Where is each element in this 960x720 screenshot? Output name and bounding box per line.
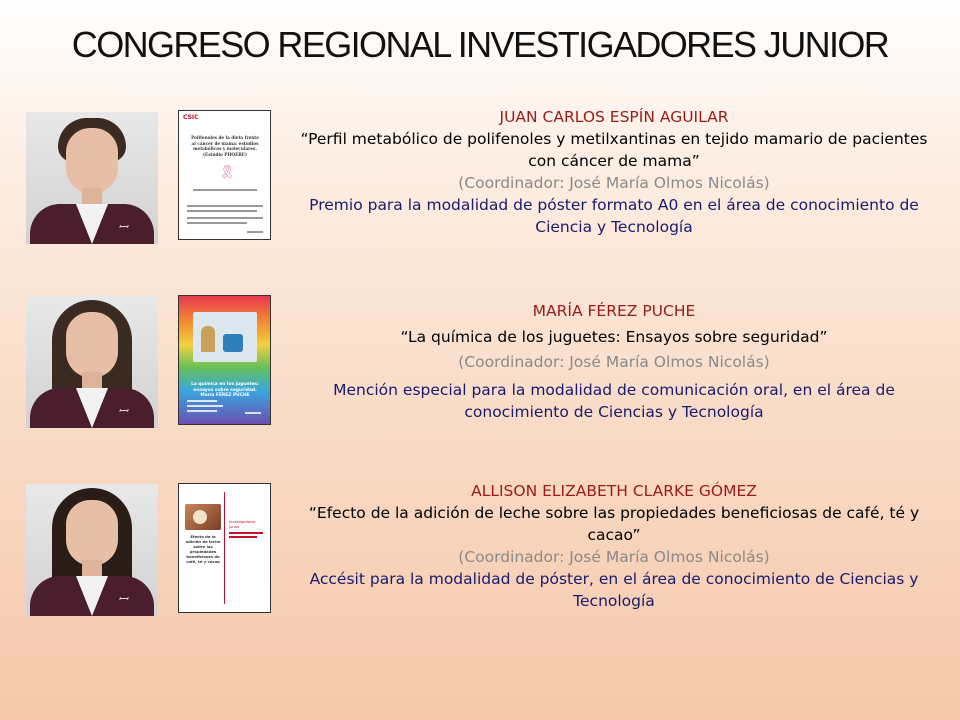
student-photo <box>26 112 158 244</box>
poster-thumbnail <box>178 483 271 613</box>
poster-thumbnail <box>178 110 271 240</box>
school-logo-icon: ꟷ <box>118 220 128 234</box>
school-logo-icon: ꟷ <box>118 404 128 418</box>
text-line <box>193 189 257 191</box>
face-shape <box>66 500 118 566</box>
csic-logo: CSIC <box>183 114 199 121</box>
page-title: CONGRESO REGIONAL INVESTIGADORES JUNIOR <box>71 24 889 65</box>
text-line <box>229 536 257 538</box>
student-photo <box>26 296 158 428</box>
work-title: “Efecto de la adición de leche sobre las propiedades beneficiosas de café, té y cacao” <box>308 504 920 544</box>
coordinator: (Coordinador: José María Olmos Nicolás) <box>458 548 770 566</box>
text-line <box>187 405 223 407</box>
entry-info <box>296 106 932 238</box>
award-text: Accésit para la modalidad de póster, en el área de conocimiento de Ciencias y Tecnología <box>309 570 919 610</box>
award-text: Mención especial para la modalidad de comunicación oral, en el área de conocimiento de Ciencias y Tecnología <box>333 381 895 421</box>
student-name: ALLISON ELIZABETH CLARKE GÓMEZ <box>471 482 757 500</box>
divider <box>224 492 225 604</box>
entry-info <box>296 480 932 612</box>
entry-info <box>296 300 932 423</box>
ribbon-icon: 🎗 <box>219 165 236 180</box>
award-text: Premio para la modalidad de póster formato A0 en el área de conocimiento de Ciencia y Tecnología <box>309 196 919 236</box>
text-line <box>245 412 261 414</box>
text-line <box>187 210 257 212</box>
toy-shape <box>201 326 215 352</box>
presentation-thumbnail <box>178 295 271 425</box>
student-name: MARÍA FÉREZ PUCHE <box>532 302 696 320</box>
presentation-title: La química en los juguetes: ensayos sobre seguridad. María FÉREZ PUCHE <box>191 382 259 398</box>
poster-title: Polifenoles de la dieta frente al cáncer de mama: estudios metabólicos y moleculares. (Estudio PHOEBE) <box>191 135 259 157</box>
text-line <box>187 400 217 402</box>
work-title: “Perfil metabólico de polifenoles y metilxantinas en tejido mamario de pacientes con cáncer de mama” <box>300 130 928 170</box>
student-photo <box>26 484 158 616</box>
text-line <box>187 222 247 224</box>
coordinator: (Coordinador: José María Olmos Nicolás) <box>458 174 770 192</box>
poster-title: Efecto de la adición de leche sobre las propiedades beneficiosas de café, té y cacao <box>185 534 221 564</box>
text-line <box>187 410 217 412</box>
face-shape <box>66 312 118 378</box>
coordinator: (Coordinador: José María Olmos Nicolás) <box>458 353 770 371</box>
text-line <box>247 231 263 233</box>
toy-shape <box>223 334 243 352</box>
poster-side-text: Investigadores Junior <box>229 520 256 529</box>
face-shape <box>66 128 118 194</box>
cup-shape <box>193 510 207 524</box>
text-line <box>229 532 263 534</box>
text-line <box>187 217 263 219</box>
school-logo-icon: ꟷ <box>118 592 128 606</box>
text-line <box>187 205 263 207</box>
work-title: “La química de los juguetes: Ensayos sobre seguridad” <box>400 328 828 346</box>
student-name: JUAN CARLOS ESPÍN AGUILAR <box>499 108 729 126</box>
